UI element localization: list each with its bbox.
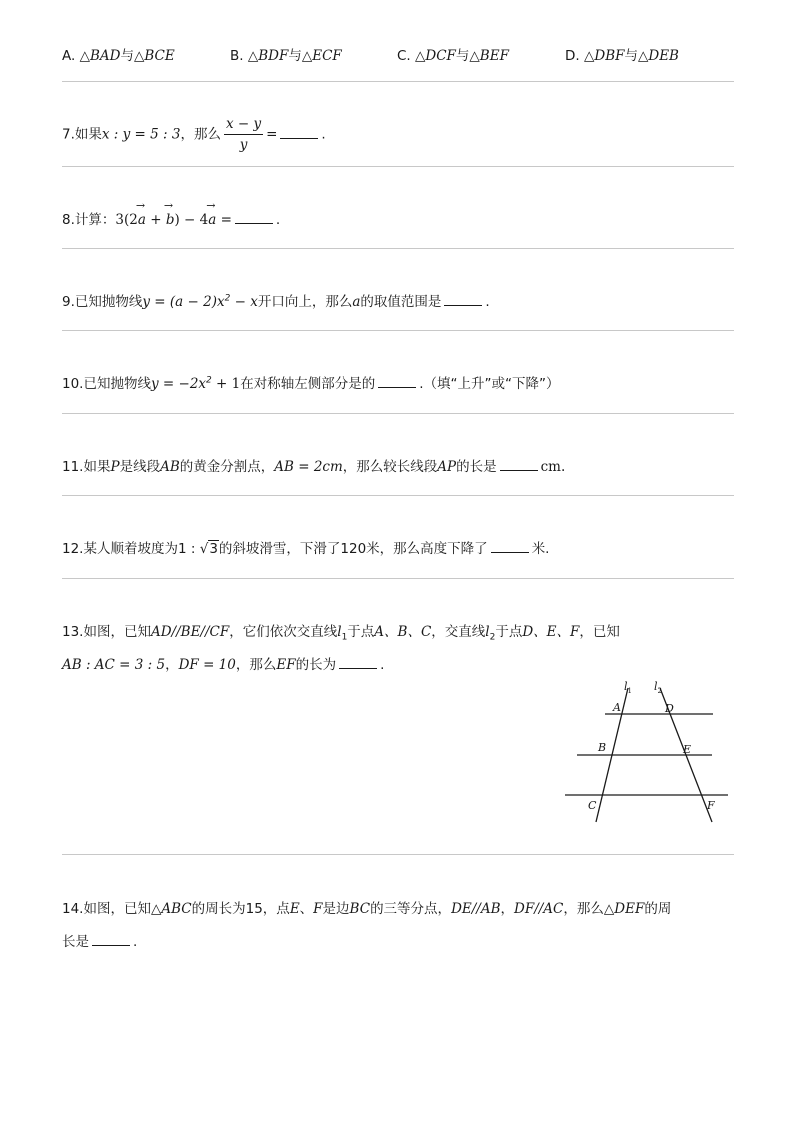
- label-l2: $l_2$: [654, 680, 662, 695]
- divider: [62, 578, 734, 579]
- option-b: B. △BDF与△ECF: [230, 48, 342, 64]
- label-b: B: [598, 741, 607, 754]
- question-13-line-1: 13.如图，已知AD//BE//CF，它们依次交直线$l_1$于点A、B、C，交直线$l_2$于点D、E、F，已知: [62, 624, 620, 643]
- answer-blank: [280, 126, 318, 139]
- divider: [62, 413, 734, 414]
- answer-blank: [444, 293, 482, 306]
- option-c: C. △DCF与△BEF: [397, 48, 509, 64]
- sqrt: √3: [199, 541, 218, 557]
- divider: [62, 81, 734, 82]
- label-a: A: [613, 701, 621, 714]
- divider: [62, 248, 734, 249]
- answer-blank: [500, 458, 538, 471]
- question-14-line-1: 14.如图，已知△ABC的周长为15，点E、F是边BC的三等分点，DE//AB，DF//AC，那么△DEF的周: [62, 901, 672, 917]
- question-10: 10.已知抛物线$y = -2x^2 + 1$在对称轴左侧部分是的 .（填“上升”或“下降”）: [62, 375, 560, 392]
- parallel-lines-figure: [560, 678, 735, 828]
- divider: [62, 166, 734, 167]
- question-9: 9.已知抛物线$y = (a - 2)x^2 - x$开口向上，那么a的取值范围是 .: [62, 293, 490, 310]
- label-l1: $l_1$: [624, 680, 632, 695]
- answer-blank: [491, 540, 529, 553]
- fraction: $\frac{x - y}{y}$: [225, 116, 262, 153]
- question-8: 8.计算：3(2→ a + → b) − 4→ a = .: [62, 208, 280, 228]
- question-12: 12.某人顺着坡度为1 : √3的斜坡滑雪，下滑了120米，那么高度下降了 米.: [62, 541, 550, 557]
- label-d: D: [665, 702, 674, 715]
- label-f: F: [707, 799, 715, 812]
- question-14-line-2: 长是 .: [62, 934, 138, 950]
- question-13-line-2: AB : AC = 3 : 5，DF = 10，那么EF的长为 .: [62, 657, 385, 673]
- divider: [62, 854, 734, 855]
- question-7: 7.如果x : y = 5 : 3，那么 $\frac{x - y}{y}$ = .: [62, 116, 326, 153]
- label-c: C: [588, 799, 597, 812]
- question-11: 11.如果P是线段AB的黄金分割点，AB = 2cm，那么较长线段AP的长是 cm.: [62, 459, 566, 475]
- divider: [62, 495, 734, 496]
- answer-blank: [235, 211, 273, 224]
- answer-blank: [378, 375, 416, 388]
- option-d: D. △DBF与△DEB: [565, 48, 679, 64]
- answer-blank: [339, 656, 377, 669]
- answer-blank: [92, 933, 130, 946]
- option-a: A. △BAD与△BCE: [62, 48, 175, 64]
- divider: [62, 330, 734, 331]
- label-e: E: [683, 743, 692, 756]
